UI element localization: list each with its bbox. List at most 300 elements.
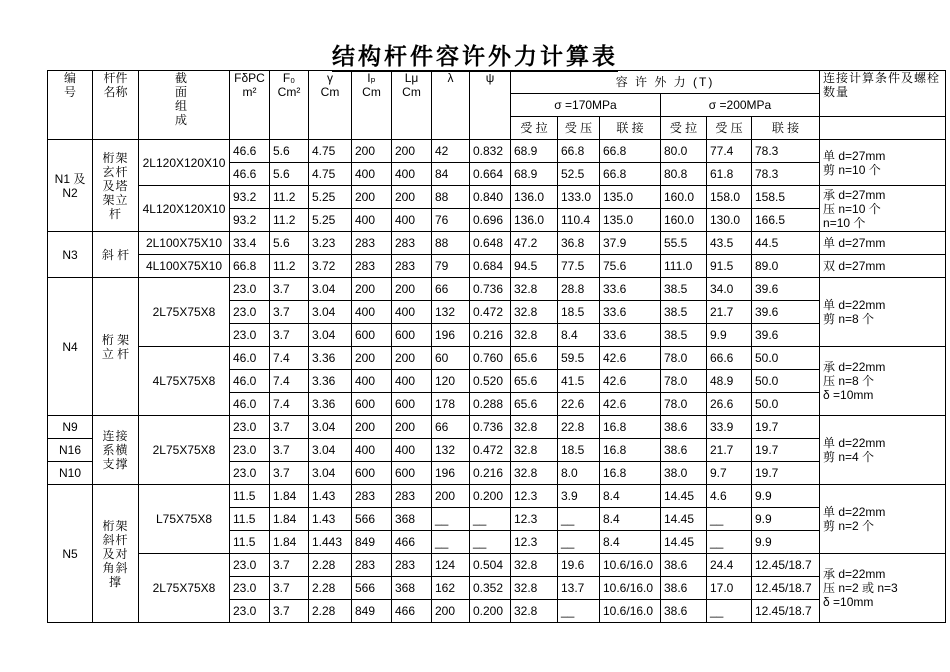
table-cell: 0.736 — [470, 278, 511, 301]
table-cell: 32.8 — [511, 577, 558, 600]
table-cell: 52.5 — [558, 163, 600, 186]
member-id-cell: N5 — [48, 485, 93, 623]
table-cell: 33.6 — [600, 324, 661, 347]
table-cell: 849 — [352, 600, 392, 623]
table-cell: 1.84 — [270, 531, 309, 554]
table-cell: 66.8 — [558, 140, 600, 163]
header-no: 编号 — [48, 71, 93, 140]
table-cell: 32.8 — [511, 439, 558, 462]
table-cell: 0.832 — [470, 140, 511, 163]
table-cell: 3.7 — [270, 577, 309, 600]
table-cell: 61.8 — [707, 163, 752, 186]
table-cell: 120 — [432, 370, 470, 393]
table-cell: 135.0 — [600, 186, 661, 209]
table-cell: 22.8 — [558, 416, 600, 439]
table-cell: 158.5 — [752, 186, 820, 209]
header-f0: F₀ Cm² — [270, 71, 309, 140]
member-id-cell: N10 — [48, 462, 93, 485]
table-cell: 32.8 — [511, 416, 558, 439]
member-id-cell: N16 — [48, 439, 93, 462]
table-cell: 3.7 — [270, 301, 309, 324]
table-cell: 283 — [392, 232, 432, 255]
table-cell: __ — [558, 531, 600, 554]
table-cell: 33.4 — [230, 232, 270, 255]
table-cell: 28.8 — [558, 278, 600, 301]
table-cell: 33.9 — [707, 416, 752, 439]
table-cell: 42.6 — [600, 393, 661, 416]
table-cell: 41.5 — [558, 370, 600, 393]
table-cell: 200 — [432, 485, 470, 508]
table-cell: 200 — [352, 347, 392, 370]
table-cell: 0.684 — [470, 255, 511, 278]
table-cell: 5.6 — [270, 232, 309, 255]
table-cell: 16.8 — [600, 462, 661, 485]
table-cell: 466 — [392, 531, 432, 554]
table-cell: 38.5 — [661, 278, 707, 301]
table-cell: 22.6 — [558, 393, 600, 416]
table-cell: 7.4 — [270, 370, 309, 393]
table-cell: 3.7 — [270, 462, 309, 485]
header-name: 杆件名称 — [93, 71, 139, 140]
table-cell: 9.9 — [752, 531, 820, 554]
table-cell: 66.8 — [230, 255, 270, 278]
header-connection-calc: 连接计算条件及螺栓数量 — [820, 71, 946, 117]
section-cell: L75X75X8 — [139, 485, 230, 554]
table-cell: 38.5 — [661, 324, 707, 347]
table-cell: 283 — [352, 485, 392, 508]
member-name-cell: 桁架玄杆及塔架立杆 — [93, 140, 139, 232]
table-cell: 19.7 — [752, 416, 820, 439]
table-cell: 19.7 — [752, 462, 820, 485]
table-cell: 200 — [392, 278, 432, 301]
table-cell: 3.36 — [309, 393, 352, 416]
table-cell: 9.9 — [752, 485, 820, 508]
table-cell: 12.3 — [511, 531, 558, 554]
table-cell: 76 — [432, 209, 470, 232]
table-cell: 158.0 — [707, 186, 752, 209]
table-cell: 34.0 — [707, 278, 752, 301]
table-cell: 23.0 — [230, 577, 270, 600]
section-cell: 2L120X120X10 — [139, 140, 230, 186]
table-cell: 178 — [432, 393, 470, 416]
connection-condition-cell: 承 d=22mm 压 n=2 或 n=3 δ =10mm — [820, 554, 946, 623]
table-cell: 162 — [432, 577, 470, 600]
table-cell: 0.504 — [470, 554, 511, 577]
table-cell: 3.36 — [309, 347, 352, 370]
member-id-cell: N9 — [48, 416, 93, 439]
table-cell: 3.04 — [309, 462, 352, 485]
table-cell: 39.6 — [752, 324, 820, 347]
table-cell: 2.28 — [309, 554, 352, 577]
table-row — [48, 416, 946, 439]
table-cell: 44.5 — [752, 232, 820, 255]
table-cell: 66.6 — [707, 347, 752, 370]
table-cell: 11.2 — [270, 186, 309, 209]
table-cell: 3.04 — [309, 439, 352, 462]
table-cell: 283 — [392, 554, 432, 577]
table-cell: 135.0 — [600, 209, 661, 232]
header-connection-200: 联 接 — [752, 117, 820, 140]
table-cell: 23.0 — [230, 554, 270, 577]
table-cell: 12.3 — [511, 485, 558, 508]
header-tension-200: 受 拉 — [661, 117, 707, 140]
table-cell: 12.45/18.7 — [752, 554, 820, 577]
header-tension-170: 受 拉 — [511, 117, 558, 140]
table-cell: 196 — [432, 324, 470, 347]
table-cell: 26.6 — [707, 393, 752, 416]
table-cell: 7.4 — [270, 347, 309, 370]
table-cell: 8.4 — [558, 324, 600, 347]
member-name-cell: 连接系横支撑 — [93, 416, 139, 485]
table-cell: 2.28 — [309, 600, 352, 623]
table-cell: 1.84 — [270, 485, 309, 508]
table-cell: 8.4 — [600, 531, 661, 554]
table-cell: 849 — [352, 531, 392, 554]
table-cell: 23.0 — [230, 416, 270, 439]
table-cell: 16.8 — [600, 439, 661, 462]
table-cell: 3.04 — [309, 301, 352, 324]
table-row — [48, 186, 946, 209]
table-cell: 200 — [352, 140, 392, 163]
header-gamma: γ Cm — [309, 71, 352, 140]
connection-condition-cell: 单 d=27mm 剪 n=10 个 — [820, 140, 946, 186]
section-cell: 4L75X75X8 — [139, 347, 230, 416]
table-cell: 283 — [392, 485, 432, 508]
table-cell: __ — [558, 508, 600, 531]
table-cell: 283 — [392, 255, 432, 278]
table-cell: 46.6 — [230, 140, 270, 163]
table-cell: 8.0 — [558, 462, 600, 485]
table-cell: 200 — [352, 416, 392, 439]
table-cell: 200 — [432, 600, 470, 623]
table-cell: 5.25 — [309, 186, 352, 209]
table-cell: 400 — [352, 163, 392, 186]
table-cell: 38.6 — [661, 554, 707, 577]
table-cell: 89.0 — [752, 255, 820, 278]
table-cell: 368 — [392, 577, 432, 600]
table-cell: 5.25 — [309, 209, 352, 232]
table-cell: 24.4 — [707, 554, 752, 577]
table-cell: 111.0 — [661, 255, 707, 278]
table-cell: 78.0 — [661, 393, 707, 416]
connection-condition-cell: 承 d=22mm 压 n=8 个 δ =10mm — [820, 347, 946, 416]
table-cell: 136.0 — [511, 186, 558, 209]
table-cell: 77.4 — [707, 140, 752, 163]
header-allowable-force: 容 许 外 力 (T) — [511, 71, 820, 94]
force-table — [47, 70, 946, 623]
table-cell: 0.472 — [470, 439, 511, 462]
table-cell: 19.6 — [558, 554, 600, 577]
table-cell: 23.0 — [230, 439, 270, 462]
connection-condition-cell: 单 d=27mm — [820, 232, 946, 255]
table-cell: 3.04 — [309, 416, 352, 439]
table-cell: 166.5 — [752, 209, 820, 232]
table-cell: __ — [470, 508, 511, 531]
table-cell: 48.9 — [707, 370, 752, 393]
table-cell: 9.7 — [707, 462, 752, 485]
table-cell: 8.4 — [600, 485, 661, 508]
table-cell: __ — [707, 531, 752, 554]
table-cell: 17.0 — [707, 577, 752, 600]
table-cell: 11.2 — [270, 255, 309, 278]
table-cell: 46.0 — [230, 347, 270, 370]
table-cell: 38.6 — [661, 577, 707, 600]
section-cell: 4L120X120X10 — [139, 186, 230, 232]
header-sigma-170: σ =170MPa — [511, 94, 661, 117]
table-cell: 466 — [392, 600, 432, 623]
table-cell: 23.0 — [230, 278, 270, 301]
table-row — [48, 347, 946, 370]
table-cell: 133.0 — [558, 186, 600, 209]
table-cell: __ — [558, 600, 600, 623]
table-cell: 80.0 — [661, 140, 707, 163]
table-cell: 132 — [432, 301, 470, 324]
member-id-cell: N3 — [48, 232, 93, 278]
table-cell: 3.7 — [270, 554, 309, 577]
table-cell: 368 — [392, 508, 432, 531]
table-cell: 283 — [352, 232, 392, 255]
table-cell: 65.6 — [511, 370, 558, 393]
table-cell: 400 — [352, 439, 392, 462]
table-cell: 0.696 — [470, 209, 511, 232]
table-cell: 3.7 — [270, 324, 309, 347]
header-compression-170: 受 压 — [558, 117, 600, 140]
member-name-cell: 桁 架 立 杆 — [93, 278, 139, 416]
table-cell: 50.0 — [752, 347, 820, 370]
header-lu: Lμ Cm — [392, 71, 432, 140]
table-cell: 0.664 — [470, 163, 511, 186]
table-cell: 200 — [392, 140, 432, 163]
table-cell: 59.5 — [558, 347, 600, 370]
table-cell: 80.8 — [661, 163, 707, 186]
table-cell: 78.3 — [752, 163, 820, 186]
table-cell: 0.288 — [470, 393, 511, 416]
table-cell: 66 — [432, 416, 470, 439]
table-cell: 3.7 — [270, 416, 309, 439]
table-cell: 160.0 — [661, 186, 707, 209]
table-cell: 18.5 — [558, 439, 600, 462]
table-cell: 400 — [392, 301, 432, 324]
table-cell: 7.4 — [270, 393, 309, 416]
header-sigma-200: σ =200MPa — [661, 94, 820, 117]
table-cell: 50.0 — [752, 393, 820, 416]
table-row — [48, 232, 946, 255]
table-cell: 3.04 — [309, 324, 352, 347]
table-cell: 4.6 — [707, 485, 752, 508]
table-cell: 196 — [432, 462, 470, 485]
table-cell: 3.7 — [270, 600, 309, 623]
table-cell: 600 — [392, 462, 432, 485]
section-cell: 2L75X75X8 — [139, 278, 230, 347]
header-f: FδPC m² — [230, 71, 270, 140]
table-cell: 200 — [392, 186, 432, 209]
table-cell: 93.2 — [230, 209, 270, 232]
table-cell: 0.352 — [470, 577, 511, 600]
table-cell: 88 — [432, 186, 470, 209]
table-cell: 600 — [352, 462, 392, 485]
table-cell: 200 — [352, 186, 392, 209]
table-cell: 14.45 — [661, 531, 707, 554]
table-cell: 3.9 — [558, 485, 600, 508]
table-cell: 5.6 — [270, 140, 309, 163]
table-cell: 38.0 — [661, 462, 707, 485]
table-cell: 3.72 — [309, 255, 352, 278]
header-row-1 — [48, 71, 946, 94]
table-cell: 0.648 — [470, 232, 511, 255]
table-cell: 23.0 — [230, 301, 270, 324]
table-cell: 200 — [392, 416, 432, 439]
table-cell: 11.5 — [230, 485, 270, 508]
connection-condition-cell: 单 d=22mm 剪 n=4 个 — [820, 416, 946, 485]
table-cell: 66.8 — [600, 140, 661, 163]
table-cell: 23.0 — [230, 324, 270, 347]
table-cell: 91.5 — [707, 255, 752, 278]
table-cell: 79 — [432, 255, 470, 278]
table-cell: 19.7 — [752, 439, 820, 462]
table-cell: 400 — [352, 301, 392, 324]
table-cell: 0.736 — [470, 416, 511, 439]
member-id-cell: N4 — [48, 278, 93, 416]
connection-condition-cell: 承 d=27mm 压 n=10 个 n=10 个 — [820, 186, 946, 232]
table-cell: 124 — [432, 554, 470, 577]
table-cell: 8.4 — [600, 508, 661, 531]
table-cell: 1.84 — [270, 508, 309, 531]
table-cell: 78.0 — [661, 370, 707, 393]
table-cell: 0.200 — [470, 485, 511, 508]
table-cell: 11.5 — [230, 508, 270, 531]
table-cell: 130.0 — [707, 209, 752, 232]
table-cell: 16.8 — [600, 416, 661, 439]
table-cell: 21.7 — [707, 439, 752, 462]
table-cell: 65.6 — [511, 393, 558, 416]
table-cell: __ — [470, 531, 511, 554]
table-cell: 0.472 — [470, 301, 511, 324]
table-row — [48, 485, 946, 508]
table-cell: __ — [432, 531, 470, 554]
header-psi: ψ — [470, 71, 511, 140]
table-cell: 3.7 — [270, 439, 309, 462]
table-cell: 200 — [352, 278, 392, 301]
member-name-cell: 斜 杆 — [93, 232, 139, 278]
table-cell: 78.0 — [661, 347, 707, 370]
table-cell: 33.6 — [600, 278, 661, 301]
table-cell: 14.45 — [661, 508, 707, 531]
table-row — [48, 278, 946, 301]
table-cell: 12.45/18.7 — [752, 600, 820, 623]
section-cell: 2L75X75X8 — [139, 554, 230, 623]
table-cell: 38.6 — [661, 600, 707, 623]
header-lambda: λ — [432, 71, 470, 140]
table-cell: 400 — [392, 163, 432, 186]
table-cell: 132 — [432, 439, 470, 462]
table-cell: 42 — [432, 140, 470, 163]
table-cell: 12.3 — [511, 508, 558, 531]
table-cell: 600 — [392, 393, 432, 416]
table-cell: 110.4 — [558, 209, 600, 232]
table-cell: 78.3 — [752, 140, 820, 163]
table-cell: 32.8 — [511, 600, 558, 623]
table-cell: 32.8 — [511, 278, 558, 301]
table-cell: 9.9 — [707, 324, 752, 347]
table-cell: 600 — [352, 393, 392, 416]
table-cell: 4.75 — [309, 140, 352, 163]
table-cell: 400 — [392, 439, 432, 462]
table-cell: 12.45/18.7 — [752, 577, 820, 600]
table-cell: 600 — [352, 324, 392, 347]
header-lp: Iₚ Cm — [352, 71, 392, 140]
table-cell: 60 — [432, 347, 470, 370]
table-cell: 13.7 — [558, 577, 600, 600]
table-cell: 93.2 — [230, 186, 270, 209]
table-cell: 39.6 — [752, 278, 820, 301]
table-cell: 38.6 — [661, 439, 707, 462]
table-cell: 4.75 — [309, 163, 352, 186]
header-empty — [820, 117, 946, 140]
table-cell: 3.04 — [309, 278, 352, 301]
page-title: 结构杆件容许外力计算表 — [0, 38, 950, 71]
table-cell: 600 — [392, 324, 432, 347]
table-cell: 32.8 — [511, 324, 558, 347]
table-cell: 18.5 — [558, 301, 600, 324]
table-cell: 0.520 — [470, 370, 511, 393]
table-cell: 400 — [352, 370, 392, 393]
table-cell: 37.9 — [600, 232, 661, 255]
table-cell: 283 — [352, 255, 392, 278]
table-cell: 88 — [432, 232, 470, 255]
table-cell: 46.6 — [230, 163, 270, 186]
table-cell: 10.6/16.0 — [600, 600, 661, 623]
table-cell: 1.443 — [309, 531, 352, 554]
section-cell: 4L100X75X10 — [139, 255, 230, 278]
table-row — [48, 554, 946, 577]
table-cell: 566 — [352, 508, 392, 531]
header-connection-170: 联 接 — [600, 117, 661, 140]
table-cell: __ — [432, 508, 470, 531]
table-cell: 21.7 — [707, 301, 752, 324]
table-cell: 0.216 — [470, 324, 511, 347]
member-id-cell: N1 及 N2 — [48, 140, 93, 232]
header-compression-200: 受 压 — [707, 117, 752, 140]
table-cell: 10.6/16.0 — [600, 554, 661, 577]
table-cell: 400 — [392, 209, 432, 232]
table-cell: 400 — [392, 370, 432, 393]
table-cell: 38.6 — [661, 416, 707, 439]
table-cell: 160.0 — [661, 209, 707, 232]
table-cell: 46.0 — [230, 393, 270, 416]
table-cell: 46.0 — [230, 370, 270, 393]
table-cell: 36.8 — [558, 232, 600, 255]
table-cell: 32.8 — [511, 554, 558, 577]
table-cell: 23.0 — [230, 600, 270, 623]
table-cell: __ — [707, 600, 752, 623]
table-cell: 55.5 — [661, 232, 707, 255]
table-cell: 2.28 — [309, 577, 352, 600]
table-cell: 136.0 — [511, 209, 558, 232]
table-cell: 0.840 — [470, 186, 511, 209]
table-cell: 23.0 — [230, 462, 270, 485]
connection-condition-cell: 单 d=22mm 剪 n=8 个 — [820, 278, 946, 347]
section-cell: 2L75X75X8 — [139, 416, 230, 485]
table-cell: 66 — [432, 278, 470, 301]
table-cell: 39.6 — [752, 301, 820, 324]
table-cell: 38.5 — [661, 301, 707, 324]
table-cell: 3.23 — [309, 232, 352, 255]
table-cell: 3.36 — [309, 370, 352, 393]
table-cell: 3.7 — [270, 278, 309, 301]
table-cell: 32.8 — [511, 301, 558, 324]
table-cell: 47.2 — [511, 232, 558, 255]
table-cell: 65.6 — [511, 347, 558, 370]
